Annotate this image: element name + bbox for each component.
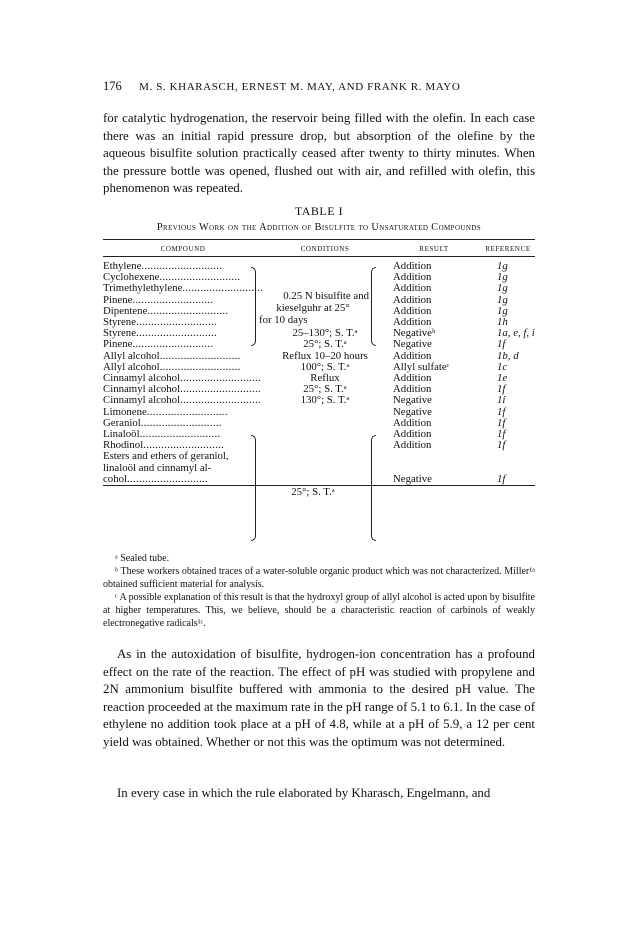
result-cell-text: Negative	[393, 394, 432, 407]
reference-cell-text: 1f	[497, 405, 506, 418]
reference-cell-text: 1f	[497, 472, 506, 485]
leader-dots: . . . . . . . . . . . . . . . . . . . . . . . . . . .	[135, 327, 216, 340]
reference-cell	[481, 373, 535, 384]
reference-cell-text: 1g	[497, 271, 508, 284]
compound-cell-text: cohol	[103, 472, 127, 485]
reference-cell	[481, 283, 535, 294]
leader-dots: . . . . . . . . . . . . . . . . . . . . . . . . . . .	[135, 316, 216, 329]
page-number: 176	[103, 79, 122, 93]
compound-cell-text: Styrene	[103, 327, 136, 340]
brace-right-group1	[371, 267, 376, 346]
conditions-cell-text: 130°; S. T.ᵃ	[300, 394, 350, 407]
compound-cell-text: Rhodinol	[103, 439, 144, 452]
table-row	[103, 257, 535, 273]
compound-cell-text: Trimethylethylene	[103, 282, 183, 295]
compound-cell-text: Cinnamyl alcohol	[103, 394, 181, 407]
compound-cell-text: Cinnamyl alcohol	[103, 372, 181, 385]
footnote-c: ᶜ A possible explanation of this result is that the hydroxyl group of allyl alcohol is acted upon by bisulfite at higher temperatures. This, we believe, should be a characteristic reaction of carbinols of weakly electronegative radicals¹ᶜ.	[103, 592, 535, 629]
reference-cell-text: 1f	[497, 338, 506, 351]
conditions-cell	[263, 440, 387, 451]
table-caption	[103, 222, 535, 233]
compound-cell-text: Esters and ethers of geraniol,	[103, 450, 229, 463]
brace-left-group1	[251, 267, 256, 346]
conditions-cell-text: 100°; S. T.ᵃ	[300, 360, 350, 373]
running-header	[103, 79, 543, 94]
group1-conditions	[257, 290, 369, 327]
compound-cell-text: Allyl alcohol	[103, 349, 160, 362]
conditions-cell	[263, 407, 387, 418]
group1-conditions-line2: kieselguhr at 25°	[276, 302, 350, 315]
reference-cell-text: 1e	[497, 372, 508, 385]
reference-cell	[481, 440, 535, 451]
leader-dots: . . . . . . . . . . . . . . . . . . . . . . . . . . .	[127, 472, 207, 485]
reference-cell-text: 1h	[497, 316, 508, 329]
result-cell	[387, 474, 481, 485]
compound-cell-text: Pinene	[103, 293, 133, 306]
conditions-cell-text: 25°; S. T.ᵃ	[303, 383, 347, 396]
leader-dots: . . . . . . . . . . . . . . . . . . . . . . . . . . .	[180, 394, 260, 407]
result-cell-text: Addition	[393, 372, 432, 385]
result-cell-text: Negative	[393, 338, 432, 351]
reference-cell	[481, 407, 535, 418]
result-cell-text: Addition	[393, 316, 432, 329]
result-cell-text: Addition	[393, 349, 432, 362]
reference-cell	[481, 384, 535, 395]
compound-cell-text: Dipentene	[103, 304, 148, 317]
group1-conditions-line3: for 10 days	[259, 314, 308, 327]
table-row	[103, 395, 535, 406]
footnote-b: ᵇ These workers obtained traces of a water-soluble organic product which was not characterized. Miller¹ᵃ obtained sufficient material for analysis.	[103, 566, 535, 590]
leader-dots: . . . . . . . . . . . . . . . . . . . . . . . . . . .	[132, 338, 212, 351]
group1-conditions-line1: 0.25 N bisulfite and	[283, 290, 369, 302]
reference-cell	[481, 328, 535, 339]
compound-cell-text: Cinnamyl alcohol	[103, 383, 181, 396]
reference-cell-text: 1a, e, f, i	[497, 327, 535, 340]
col-header-conditions: CONDITIONS	[263, 240, 387, 257]
conditions-cell	[263, 474, 387, 485]
table-row	[103, 474, 535, 485]
compound-cell-text: Linaloöl	[103, 428, 140, 441]
compound-cell-text: Cyclohexene	[103, 271, 160, 284]
result-cell-text: Addition	[393, 428, 432, 441]
result-cell-text: Negative	[393, 472, 432, 485]
leader-dots: . . . . . . . . . . . . . . . . . . . . . . . . . . .	[140, 416, 221, 429]
reference-cell	[481, 272, 535, 283]
conditions-cell-text: 25–130°; S. T.ᵃ	[292, 327, 358, 340]
reference-cell-text: 1g	[497, 293, 508, 306]
reference-cell	[481, 257, 535, 273]
leader-dots: . . . . . . . . . . . . . . . . . . . . . . . . . . .	[146, 405, 227, 418]
table-caption-text: Previous Work on the Addition of Bisulfite to Unsaturated Compounds	[156, 222, 482, 233]
result-cell-text: Negativeᵇ	[393, 327, 436, 340]
leader-dots: . . . . . . . . . . . . . . . . . . . . . . . . . . .	[180, 372, 260, 385]
reference-cell-text: 1f	[497, 416, 506, 429]
conditions-cell	[263, 429, 387, 440]
reference-cell	[481, 351, 535, 362]
bisulfite-table	[103, 239, 535, 485]
result-cell-text: Negative	[393, 405, 432, 418]
reference-cell	[481, 362, 535, 373]
reference-cell	[481, 451, 535, 462]
reference-cell-text: 1c	[497, 360, 508, 373]
compound-cell-text: Pinene	[103, 338, 133, 351]
result-cell	[387, 440, 481, 451]
compound-cell-text: linaloöl and cinnamyl al-	[103, 461, 212, 474]
result-cell-text: Addition	[393, 383, 432, 396]
conditions-cell	[263, 257, 387, 273]
col-header-result: RESULT	[387, 240, 481, 257]
reference-cell	[481, 295, 535, 306]
body-paragraph-2: In every case in which the rule elaborated by Kharasch, Engelmann, and	[117, 786, 491, 800]
result-cell-text: Addition	[393, 293, 432, 306]
table-container	[103, 239, 535, 498]
leader-dots: . . . . . . . . . . . . . . . . . . . . . . . . . . .	[182, 282, 262, 295]
reference-cell-text: 1g	[497, 260, 508, 272]
reference-cell-text: 1f	[497, 383, 506, 396]
compound-cell-text: Allyl alcohol	[103, 360, 160, 373]
conditions-cell-text: 25°; S. T.ᵃ	[303, 338, 347, 351]
conditions-cell	[263, 272, 387, 283]
reference-cell-text: 1g	[497, 304, 508, 317]
leader-dots: . . . . . . . . . . . . . . . . . . . . . . . . . . .	[139, 428, 220, 441]
brace-right-group2	[371, 435, 376, 541]
author-line: M. S. KHARASCH, ERNEST M. MAY, AND FRANK R. MAYO	[139, 81, 461, 93]
footnote-a: ᵃ Sealed tube.	[115, 553, 170, 564]
group2-conditions: 25°; S. T.ᵃ	[291, 486, 335, 498]
result-cell-text: Addition	[393, 260, 432, 272]
compound-cell-text: Ethylene	[103, 260, 142, 272]
body-paragraph-1: As in the autoxidation of bisulfite, hydrogen-ion concentration has a profound effect on the rate of the reaction. The effect of pH was studied with propylene and 2N ammonium bisulfite buffered with ammonia to the desired pH value. The reaction proceeded at the maximum rate in the pH range of 5.1 to 6.1. In the case of ethylene no addition took place at a pH of 4.8, while at a pH of 5.9, a 12 per cent yield was obtained. Whether or not this was the optimum was not determined.	[103, 647, 535, 749]
leader-dots: . . . . . . . . . . . . . . . . . . . . . . . . . . .	[143, 439, 223, 452]
col-header-compound: COMPOUND	[103, 240, 263, 257]
brace-left-group2	[251, 435, 256, 541]
leader-dots: . . . . . . . . . . . . . . . . . . . . . . . . . . .	[159, 271, 239, 284]
result-cell-text: Addition	[393, 271, 432, 284]
compound-cell-text: Limonene	[103, 405, 147, 418]
result-cell-text: Addition	[393, 282, 432, 295]
reference-cell-text: 1b, d	[497, 349, 519, 362]
intro-paragraph: for catalytic hydrogenation, the reservoir being filled with the olefin. In each case there was an initial rapid pressure drop, but absorption of the olefine by the aqueous bisulfite solution practically ceased after twenty to thirty minutes. When the pressure bottle was opened, flushed out with air, and refilled with olefin, this phenomenon was repeated.	[103, 111, 535, 196]
compound-cell-text: Geraniol	[103, 416, 141, 429]
reference-cell-text: 1g	[497, 282, 508, 295]
leader-dots: . . . . . . . . . . . . . . . . . . . . . . . . . . .	[147, 304, 227, 317]
col-header-reference: REFERENCE	[481, 240, 535, 257]
leader-dots: . . . . . . . . . . . . . . . . . . . . . . . . . . .	[132, 293, 212, 306]
leader-dots: . . . . . . . . . . . . . . . . . . . . . . . . . . .	[159, 349, 240, 362]
table-title: TABLE I	[294, 204, 344, 218]
conditions-cell	[263, 395, 387, 406]
reference-cell	[481, 463, 535, 474]
conditions-cell	[263, 418, 387, 429]
compound-cell	[103, 257, 263, 273]
conditions-cell	[263, 463, 387, 474]
reference-cell	[481, 474, 535, 485]
reference-cell	[481, 429, 535, 440]
reference-cell	[481, 306, 535, 317]
result-cell-text: Addition	[393, 439, 432, 452]
leader-dots: . . . . . . . . . . . . . . . . . . . . . . . . . . .	[180, 383, 260, 396]
result-cell-text: Addition	[393, 416, 432, 429]
reference-cell-text: 1f	[497, 428, 506, 441]
reference-cell-text: 1i	[497, 394, 506, 407]
compound-cell-text: Styrene	[103, 316, 136, 329]
table-footnotes	[103, 552, 535, 630]
reference-cell-text: 1f	[497, 439, 506, 452]
conditions-cell-text: Reflux	[310, 372, 340, 385]
table-header-row	[103, 240, 535, 257]
result-cell	[387, 257, 481, 273]
result-cell-text: Addition	[393, 304, 432, 317]
leader-dots: . . . . . . . . . . . . . . . . . . . . . . . . . . .	[141, 260, 221, 272]
conditions-cell-text: Reflux 10–20 hours	[282, 349, 368, 362]
compound-cell	[103, 474, 263, 485]
reference-cell	[481, 418, 535, 429]
result-cell-text: Allyl sulfateᶜ	[393, 360, 450, 373]
leader-dots: . . . . . . . . . . . . . . . . . . . . . . . . . . .	[159, 360, 240, 373]
conditions-cell	[263, 451, 387, 462]
result-cell	[387, 451, 481, 462]
reference-cell	[481, 395, 535, 406]
